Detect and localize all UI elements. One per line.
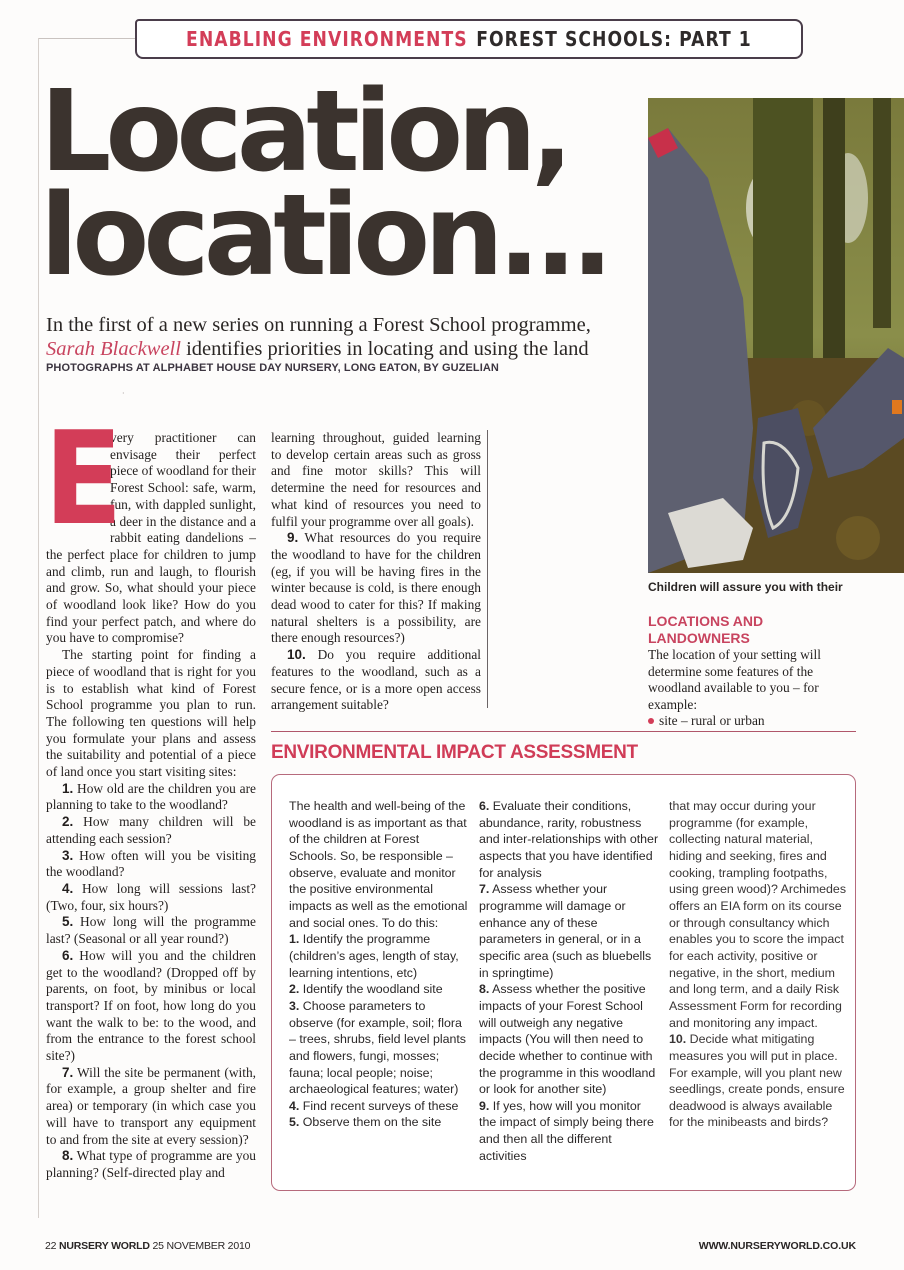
eia-step-number: 5. (289, 1115, 300, 1130)
body-column-1 (44, 405, 256, 1182)
section-banner (135, 19, 803, 59)
section-label: ENABLING ENVIRONMENTS (186, 27, 468, 51)
item-number: 6. (62, 947, 74, 963)
eia-step-number: 7. (479, 882, 490, 897)
headline (40, 67, 640, 301)
photo-caption: Children will assure you with their (648, 580, 843, 594)
item-number: 1. (62, 780, 74, 796)
eia-step (289, 931, 469, 981)
sidebar-bullet-item (648, 713, 863, 730)
forest-photo (648, 98, 904, 573)
item-text: How old are the children you are planning to take to the woodland? (46, 780, 256, 813)
series-label: FOREST SCHOOLS: PART 1 (476, 27, 752, 51)
list-item (46, 881, 256, 914)
item-number: 5. (62, 914, 74, 930)
eia-step-number: 6. (479, 799, 490, 813)
eia-intro: The health and well-being of the woodland is as important as that of the children at Forest Schools. So, be responsible – observe, evaluate and monitor the positive environmental impacts as well as the emotional and social ones. To do this: (289, 799, 468, 930)
eia-step (669, 1031, 849, 1131)
eia-steps-3 (669, 798, 849, 1131)
question-list-continued (271, 530, 481, 714)
item-number: 3. (62, 847, 74, 863)
item-text: How long will sessions last? (Two, four, six hours?) (46, 880, 256, 913)
list-item (46, 914, 256, 947)
eia-column-1 (289, 798, 469, 1131)
eia-step (289, 1098, 469, 1115)
eia-step-text: Decide what mitigating measures you will put in place. For example, will you plant new seedlings, create ponds, ensure deadwood is always available for the minibeasts and birds? (669, 1032, 845, 1130)
list-item (46, 814, 256, 847)
frame-rule-top (38, 38, 136, 39)
item-text: Do you require additional features to the woodland, such as a secure fence, or is a more open access arrangement suitable? (271, 647, 481, 713)
photo-illustration (648, 98, 904, 573)
eia-step-text: Identify the programme (children’s ages, length of stay, learning intentions, etc) (289, 932, 459, 980)
eia-column-3 (669, 798, 849, 1131)
issue-date: 25 NOVEMBER 2010 (152, 1240, 251, 1252)
item-text: What type of programme are you planning? (Self-directed play and (46, 1148, 256, 1180)
magazine-name: NURSERY WORLD (59, 1240, 150, 1252)
bullet-icon (648, 718, 654, 724)
photo-credit: PHOTOGRAPHS AT ALPHABET HOUSE DAY NURSERY, LONG EATON, BY GUZELIAN (46, 362, 499, 374)
paragraph-2: The starting point for finding a piece of woodland that is right for you is to establish what kind of Forest School programme you plan to run. The following ten questions will help you formulate your plans and assess the suitability and potential of a piece of land once you start visiting sites: (46, 647, 256, 780)
eia-step-number: 3. (289, 998, 300, 1013)
item-number: 8. (62, 1148, 74, 1164)
item-text: How will you and the children get to the woodland? (Dropped off by parents, on foot, by minibus or local transport? If on foot, how long do you want the walk to be: to the wood, and from the entrance to the forest school site?) (46, 947, 256, 1064)
item-number: 4. (62, 880, 74, 896)
eia-step (669, 798, 849, 1031)
list-item (271, 647, 481, 714)
author-name: Sarah Blackwell (46, 338, 181, 360)
eia-step-number: 4. (289, 1098, 300, 1113)
standfirst-line-1: In the first of a new series on running a Forest School programme, (46, 314, 591, 336)
eia-step (289, 998, 469, 1098)
eia-step-text: If yes, how will you monitor the impact of simply being there and then all the different activities (479, 1098, 654, 1163)
headline-line-1: Location, (40, 67, 568, 197)
item-text: What resources do you require the woodland to have for the children (eg, if you will be having fires in the winter because is cold, is there enough dead wood to cater for this? If making natural shelters is a possibility, are there enough resources?) (271, 530, 481, 646)
intro-paragraph: very practitioner can envisage their perfect piece of woodland for their Forest School: safe, warm, fun, with dappled sunlight, a deer in the distance and a rabbit eating dandelions – the perfect place for children to jump and climb, run and laugh, to flourish and grow. So, what should your piece of woodland look like? How do you find your perfect patch, and where do you have to compromise? (46, 430, 256, 646)
standfirst-line-2-rest: identifies priorities in locating and using the land (180, 338, 589, 360)
question-8-continued: learning throughout, guided learning to develop certain areas such as gross and fine motor skills? This will determine the need for resources and what kind of resources you need to fulfil your programme over all goals). (271, 430, 481, 529)
eia-step-text: Choose parameters to observe (for example, soil; flora – trees, shrubs, field level plants and flowers, fungi, mosses; fauna; local people; noise; archaeological features; water) (289, 998, 467, 1097)
eia-step-text: Find recent surveys of these (299, 1098, 459, 1113)
headline-line-2: location... (40, 171, 608, 301)
eia-step (479, 981, 659, 1098)
eia-step-text: Observe them on the site (299, 1115, 442, 1130)
eia-step-number: 1. (289, 932, 300, 947)
eia-step-text: Assess whether your programme will damage or enhance any of these parameters in general, or in a specific area (such as bluebells in springtime) (479, 882, 652, 980)
standfirst-line-2 (46, 337, 636, 361)
drop-cap-letter: E (44, 405, 123, 554)
eia-step-number: 9. (479, 1098, 490, 1113)
eia-step (289, 981, 469, 998)
eia-step-text: Identify the woodland site (299, 982, 443, 997)
sidebar-heading-line-1: LOCATIONS AND (648, 613, 764, 629)
page-number: 22 (45, 1240, 57, 1252)
list-item (46, 1148, 256, 1181)
eia-title: ENVIRONMENTAL IMPACT ASSESSMENT (271, 742, 638, 763)
eia-step-number: 10. (669, 1032, 687, 1047)
column-divider (487, 430, 488, 708)
eia-steps-2 (479, 798, 659, 1164)
eia-steps-1 (289, 931, 469, 1131)
item-number: 10. (287, 647, 306, 663)
sidebar-bullet-text: site – rural or urban (659, 713, 765, 728)
sidebar-text: The location of your setting will determine some features of the woodland available to you – for example: (648, 647, 821, 712)
website-url: WWW.NURSERYWORLD.CO.UK (698, 1240, 856, 1252)
list-item (46, 948, 256, 1065)
sidebar-body (648, 647, 863, 730)
item-number: 9. (287, 530, 299, 546)
eia-step-number: 8. (479, 982, 490, 997)
eia-top-rule (271, 731, 856, 732)
eia-step-text: Assess whether the positive impacts of your Forest School will outweigh any negative impacts (You will then need to decide whether to continue with the programme in this woodland or look for another site) (479, 982, 656, 1097)
eia-step-text: that may occur during your programme (for example, collecting natural material, hiding and seeking, fires and cooking, trampling footpaths, using green wood)? Archimedes offers an EIA form on its course or through consultancy which enables you to score the impact for each activity, positive or negative, in the short, medium and long term, and a daily Risk Assessment Form for recording and monitoring any impact. (669, 799, 847, 1030)
item-text: Will the site be permanent (with, for example, a group shelter and fire area) or temporary (in which case you will have to transport any equipment to and from the site at every session)? (46, 1064, 256, 1147)
item-text: How often will you be visiting the woodland? (46, 847, 256, 880)
sidebar-heading (648, 613, 763, 646)
standfirst (46, 313, 636, 361)
eia-step (479, 798, 659, 881)
drop-cap (44, 405, 123, 554)
print-speck: · (122, 389, 125, 398)
eia-step (479, 881, 659, 981)
sidebar-heading-line-2: LANDOWNERS (648, 629, 750, 646)
page-footer-left (45, 1240, 250, 1252)
item-text: How long will the programme last? (Seasonal or all year round?) (46, 914, 256, 947)
list-item (46, 1065, 256, 1149)
item-number: 2. (62, 814, 74, 830)
eia-step-number: 2. (289, 982, 300, 997)
list-item (271, 530, 481, 647)
frame-rule-left (38, 38, 39, 1218)
eia-column-2 (479, 798, 659, 1164)
list-item (46, 848, 256, 881)
list-item (46, 781, 256, 814)
item-text: How many children will be attending each session? (46, 814, 256, 846)
eia-step-text: Evaluate their conditions, abundance, rarity, robustness and inter-relationships with other aspects that you have identified for analysis (479, 799, 659, 880)
question-list (46, 781, 256, 1182)
item-number: 7. (62, 1064, 74, 1080)
eia-step (289, 1114, 469, 1131)
body-column-2 (271, 430, 481, 714)
eia-step (479, 1098, 659, 1165)
